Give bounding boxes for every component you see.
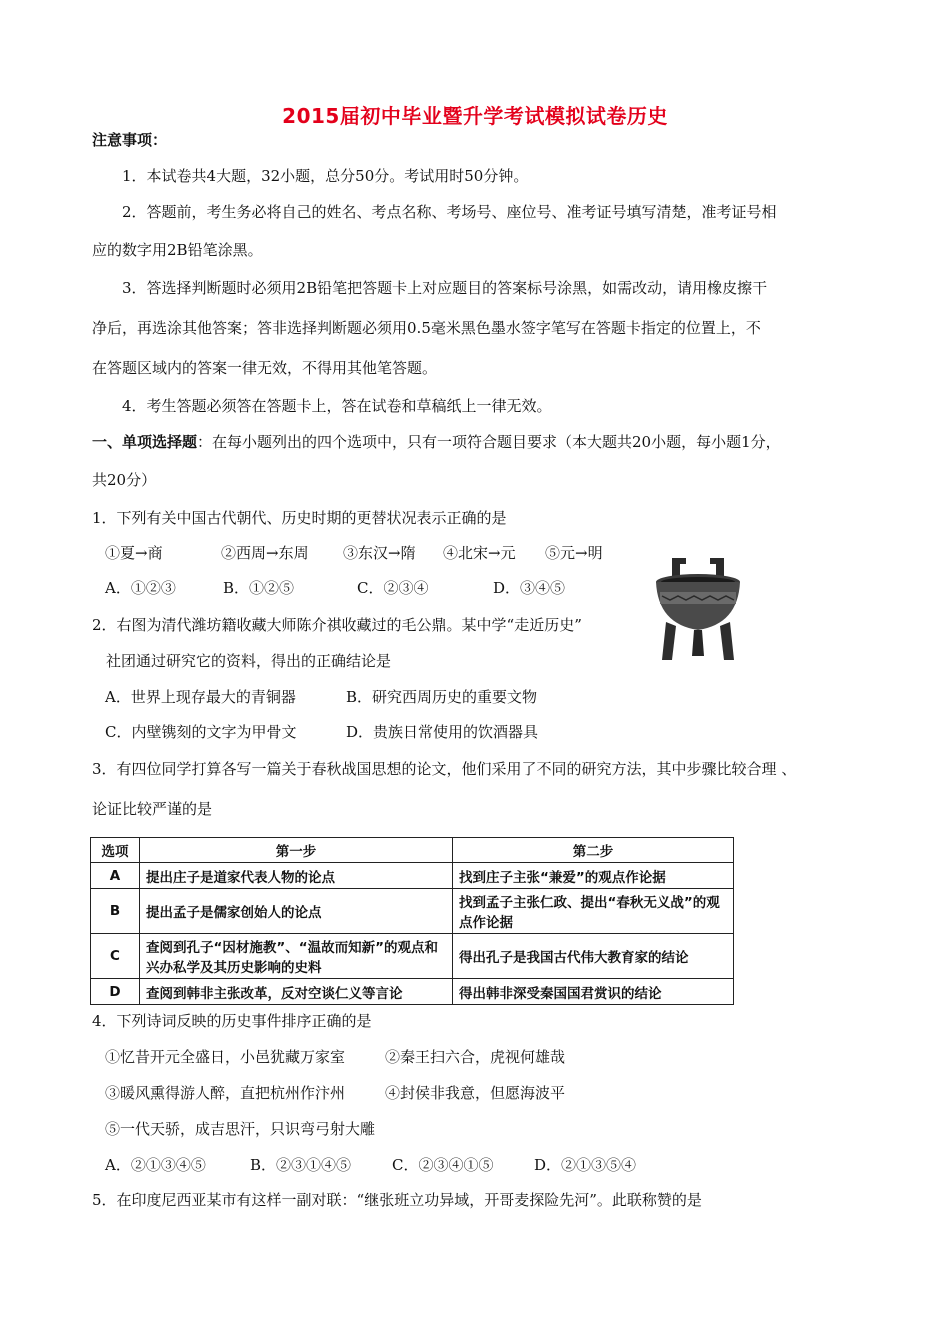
table-cell: 得出韩非深受秦国国君赏识的结论 <box>453 979 734 1005</box>
table-cell: 找到孟子主张仁政、提出“春秋无义战”的观点作论据 <box>453 889 734 934</box>
q4-option: B．②③①④⑤ <box>250 1156 352 1174</box>
q4-option: D．②①③⑤④ <box>534 1156 637 1174</box>
q4-option: A．②①③④⑤ <box>105 1156 206 1174</box>
q4-option: C．②③④①⑤ <box>392 1156 494 1174</box>
q1-item: ③东汉→隋 <box>343 544 416 562</box>
q2-options <box>105 722 538 742</box>
table-header: 第一步 <box>140 838 453 863</box>
table-header: 第二步 <box>453 838 734 863</box>
q2-stem: 2．右图为清代潍坊籍收藏大师陈介祺收藏过的毛公鼎。某中学“走近历史” <box>92 616 582 634</box>
section1-heading: 一、单项选择题 <box>92 433 198 451</box>
notice-item: 2．答题前，考生务必将自己的姓名、考点名称、考场号、座位号、准考证号填写清楚，准考证号相 <box>122 203 777 221</box>
q2-option: B．研究西周历史的重要文物 <box>346 688 538 706</box>
q1-stem: 1．下列有关中国古代朝代、历史时期的更替状况表示正确的是 <box>92 509 507 527</box>
q5-stem: 5．在印度尼西亚某市有这样一副对联：“继张班立功异域，开哥麦探险先河”。此联称赞的是 <box>92 1191 702 1209</box>
notice-item: 净后，再选涂其他答案；答非选择判断题必须用0.5毫米黑色墨水签字笔写在答题卡指定的位置上，不 <box>92 319 761 337</box>
q1-option: C．②③④ <box>357 579 429 597</box>
q3-stem: 3．有四位同学打算各写一篇关于春秋战国思想的论文，他们采用了不同的研究方法，其中步骤比较合理 、 <box>92 760 797 778</box>
section1-line <box>92 432 781 452</box>
q4-poem: ⑤一代天骄，成吉思汗，只识弯弓射大雕 <box>105 1120 376 1138</box>
q3-table <box>90 837 734 1005</box>
exam-title: 2015届初中毕业暨升学考试模拟试卷历史 <box>282 104 668 128</box>
q1-item: ②西周→东周 <box>221 544 309 562</box>
q1-item: ①夏→商 <box>105 544 163 562</box>
q4-stem: 4．下列诗词反映的历史事件排序正确的是 <box>92 1012 372 1030</box>
q1-item: ⑤元→明 <box>545 544 603 562</box>
q1-option: A．①②③ <box>105 579 176 597</box>
q4-poems <box>105 1083 565 1103</box>
table-row <box>91 863 734 889</box>
table-cell: 得出孔子是我国古代伟大教育家的结论 <box>453 934 734 979</box>
q1-option: D．③④⑤ <box>493 579 566 597</box>
q4-poem: ③暖风熏得游人醉，直把杭州作汴州 <box>105 1084 346 1102</box>
notice-heading: 注意事项： <box>92 131 168 149</box>
q1-item: ④北宋→元 <box>443 544 516 562</box>
q2-option: D．贵族日常使用的饮酒器具 <box>346 723 539 741</box>
table-cell: 提出庄子是道家代表人物的论点 <box>140 863 453 889</box>
table-cell: 找到庄子主张“兼爱”的观点作论据 <box>453 863 734 889</box>
q1-items <box>105 543 603 563</box>
q2-option: C．内壁镌刻的文字为甲骨文 <box>105 723 297 741</box>
table-cell: A <box>91 863 140 889</box>
table-header-row <box>91 838 734 863</box>
q4-poem: ②秦王扫六合，虎视何雄哉 <box>385 1048 566 1066</box>
q4-poem: ①忆昔开元全盛日，小邑犹藏万家室 <box>105 1048 346 1066</box>
table-cell: 提出孟子是儒家创始人的论点 <box>140 889 453 934</box>
q3-stem: 论证比较严谨的是 <box>92 800 213 818</box>
table-cell: C <box>91 934 140 979</box>
table-header: 选项 <box>91 838 140 863</box>
q2-stem: 社团通过研究它的资料，得出的正确结论是 <box>106 652 392 670</box>
section1-desc2: 共20分） <box>92 471 157 489</box>
notice-item: 应的数字用2B铅笔涂黑。 <box>92 241 263 259</box>
q2-option: A．世界上现存最大的青铜器 <box>105 688 296 706</box>
q1-options <box>105 578 565 598</box>
notice-item: 1．本试卷共4大题，32小题，总分50分。考试用时50分钟。 <box>122 167 529 185</box>
q4-poem: ④封侯非我意，但愿海波平 <box>385 1084 566 1102</box>
notice-item: 在答题区域内的答案一律无效，不得用其他笔答题。 <box>92 359 438 377</box>
notice-item: 3．答选择判断题时必须用2B铅笔把答题卡上对应题目的答案标号涂黑，如需改动，请用橡皮擦干 <box>122 279 768 297</box>
table-row <box>91 934 734 979</box>
q1-option: B．①②⑤ <box>223 579 295 597</box>
q4-options <box>105 1155 636 1175</box>
q2-options <box>105 687 537 707</box>
bronze-ding-image <box>652 552 744 664</box>
table-cell: B <box>91 889 140 934</box>
table-row <box>91 889 734 934</box>
table-cell: 查阅到韩非主张改革，反对空谈仁义等言论 <box>140 979 453 1005</box>
notice-item: 4．考生答题必须答在答题卡上，答在试卷和草稿纸上一律无效。 <box>122 397 552 415</box>
table-row <box>91 979 734 1005</box>
table-cell: 查阅到孔子“因材施教”、“温故而知新”的观点和兴办私学及其历史影响的史料 <box>140 934 453 979</box>
q4-poems <box>105 1047 565 1067</box>
table-cell: D <box>91 979 140 1005</box>
section1-desc: ：在每小题列出的四个选项中，只有一项符合题目要求（本大题共20小题，每小题1分， <box>197 433 781 451</box>
